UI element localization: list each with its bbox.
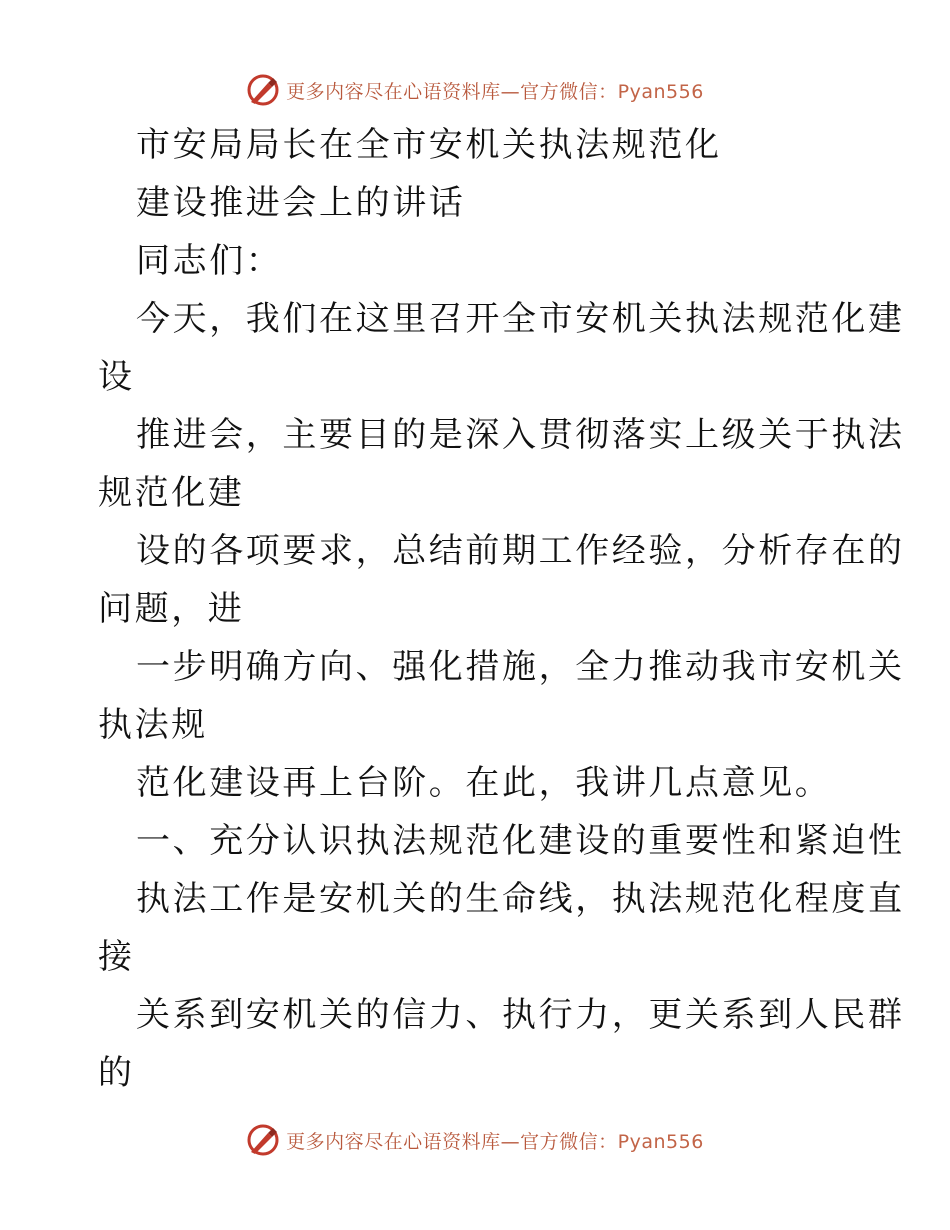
- paragraph-line: 一步明确方向、强化措施，全力推动我市安机关: [136, 647, 905, 687]
- header-banner: [0, 70, 950, 110]
- pen-logo-icon: [246, 73, 280, 107]
- paragraph-line: 接: [98, 937, 135, 977]
- footer-banner: [0, 1120, 950, 1160]
- title-line-1: 市安局局长在全市安机关执法规范化: [136, 125, 722, 165]
- paragraph-line: 问题，进: [98, 589, 245, 629]
- banner-wechat-id: Pyan556: [617, 80, 704, 103]
- banner-text: [286, 77, 704, 104]
- paragraph-line: 执法规: [98, 705, 208, 745]
- section-heading: 一、充分认识执法规范化建设的重要性和紧迫性: [136, 821, 905, 861]
- banner-label: 更多内容尽在心语资料库—官方微信：: [286, 80, 618, 103]
- banner-label: 更多内容尽在心语资料库—官方微信：: [286, 1130, 618, 1153]
- banner-wechat-id: Pyan556: [617, 1130, 704, 1153]
- banner-text: [286, 1127, 704, 1154]
- paragraph-line: 今天，我们在这里召开全市安机关执法规范化建: [136, 299, 905, 339]
- paragraph-line: 推进会，主要目的是深入贯彻落实上级关于执法: [136, 415, 905, 455]
- paragraph-line: 的: [98, 1053, 135, 1093]
- paragraph-line: 执法工作是安机关的生命线，执法规范化程度直: [136, 879, 905, 919]
- paragraph-line: 设: [98, 357, 135, 397]
- salutation: 同志们：: [136, 241, 283, 281]
- paragraph-line: 设的各项要求，总结前期工作经验，分析存在的: [136, 531, 905, 571]
- pen-logo-icon: [246, 1123, 280, 1157]
- paragraph-line: 关系到安机关的信力、执行力，更关系到人民群: [136, 995, 905, 1035]
- document-body: [98, 116, 905, 1102]
- paragraph-line: 范化建设再上台阶。在此，我讲几点意见。: [136, 763, 832, 803]
- paragraph-line: 规范化建: [98, 473, 245, 513]
- title-line-2: 建设推进会上的讲话: [136, 183, 466, 223]
